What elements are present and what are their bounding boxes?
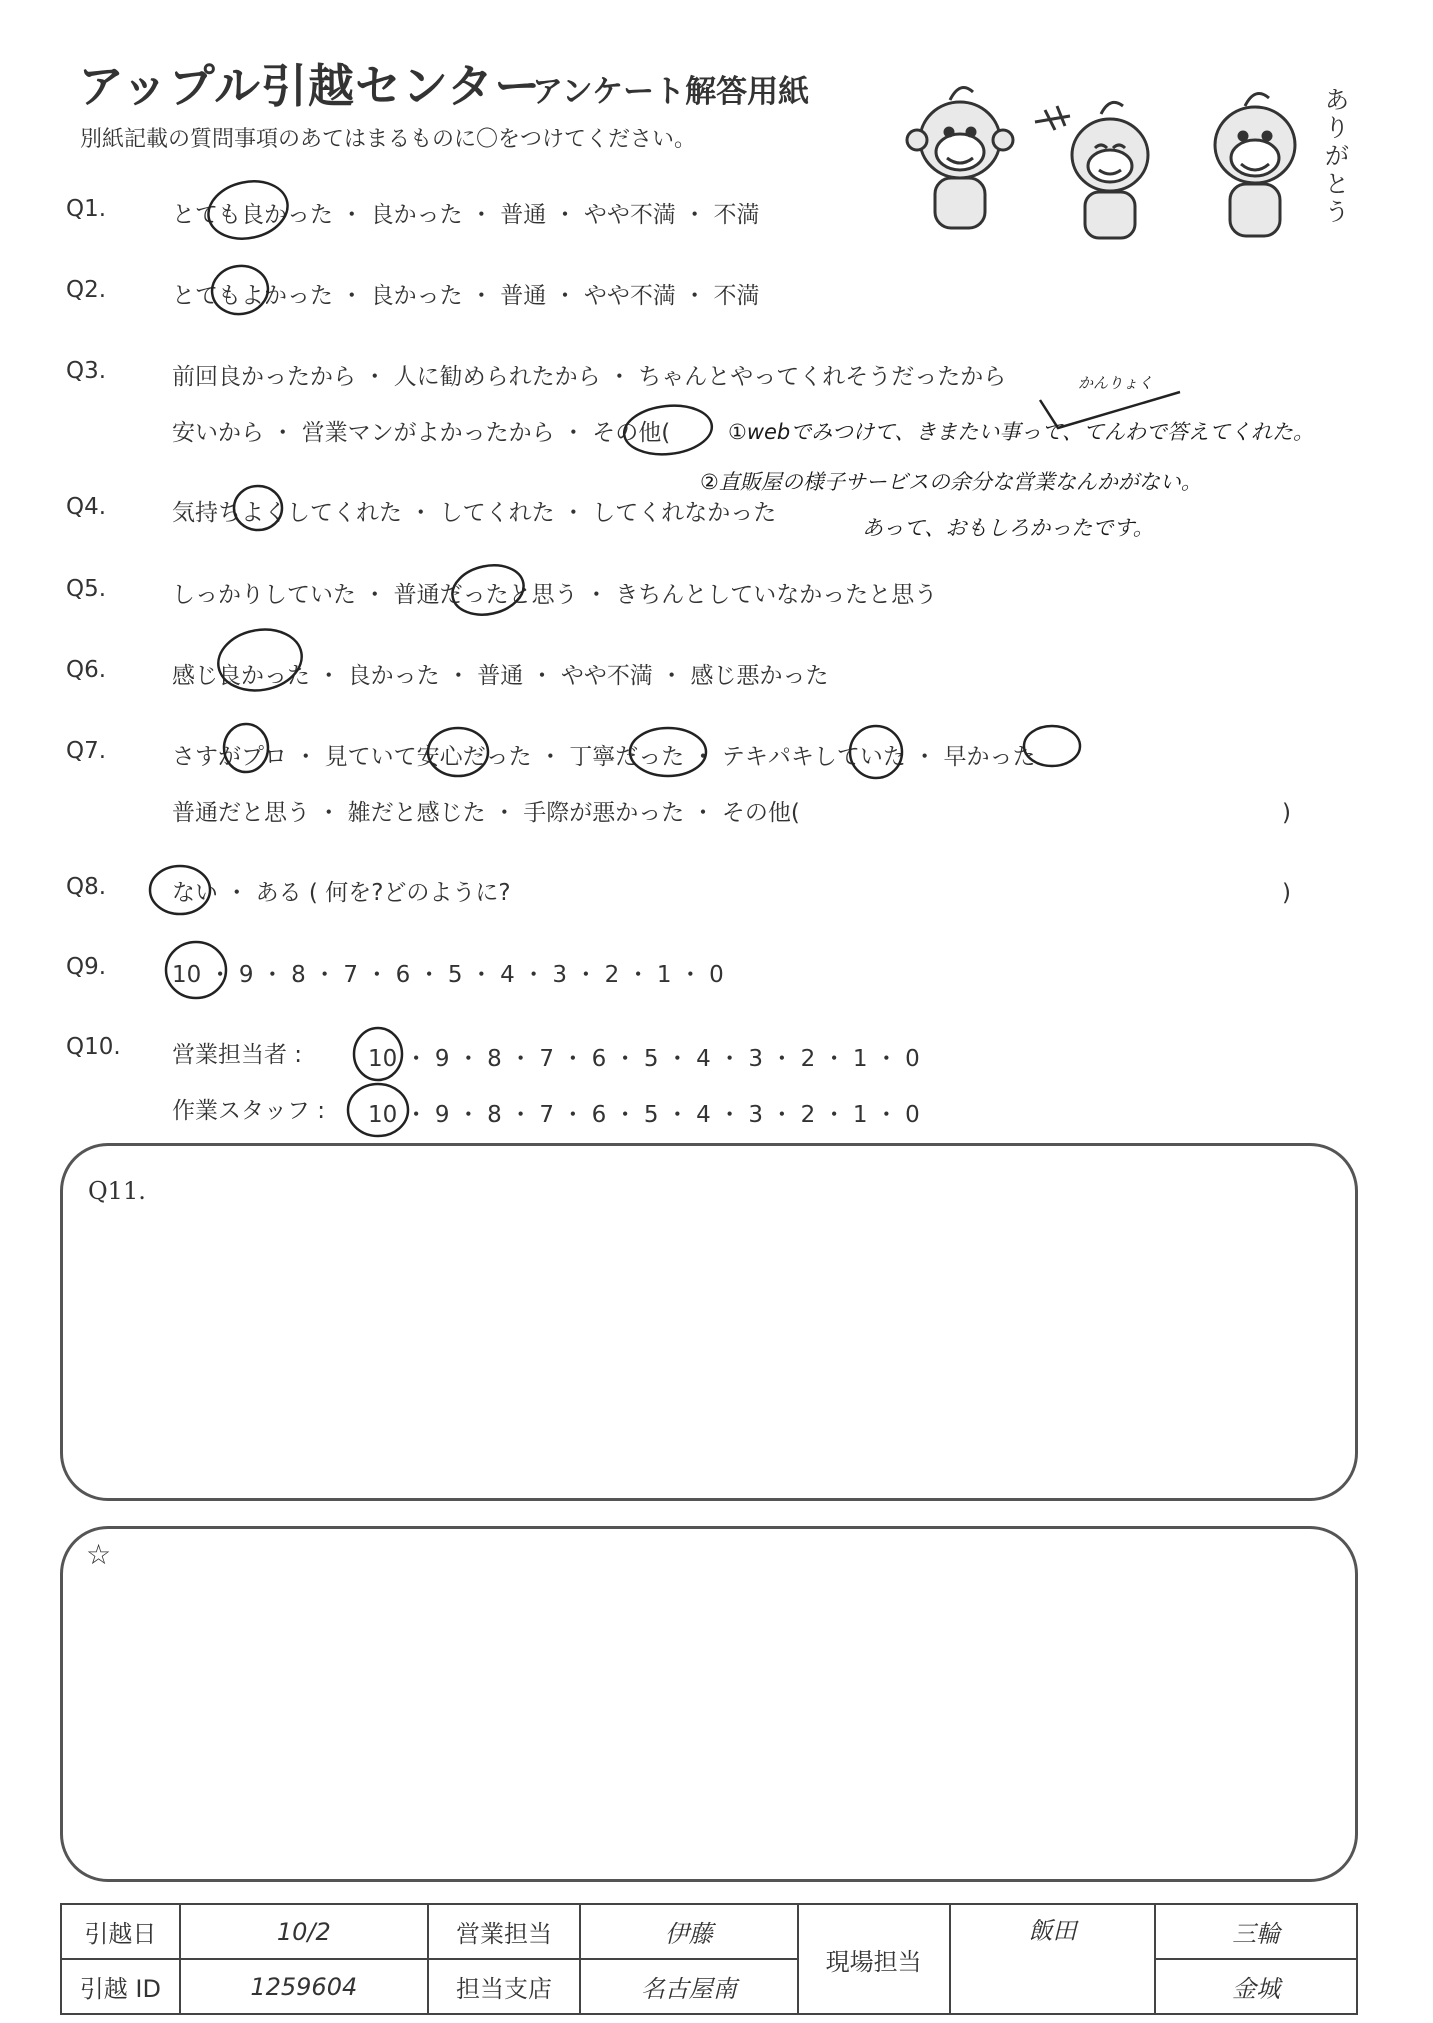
site-rep-value1: 飯田 bbox=[950, 1904, 1156, 2014]
star-box-label: ☆ bbox=[86, 1538, 112, 1571]
q7-circle-mark-4 bbox=[850, 726, 902, 778]
q10-label: Q10. bbox=[66, 1034, 121, 1060]
q10-sales-label: 営業担当者 : bbox=[172, 1042, 303, 1068]
thanks-vertical-text: ありがとう bbox=[1325, 86, 1349, 226]
q4-options: 気持ちよくしてくれた ・ してくれた ・ してくれなかった bbox=[172, 500, 777, 526]
q6-circle-mark bbox=[213, 623, 306, 697]
move-date-value: 10/2 bbox=[180, 1904, 428, 1959]
q3-insert-caret bbox=[1040, 392, 1180, 428]
branch-label: 担当支店 bbox=[428, 1959, 580, 2014]
q10-staff-circle-mark bbox=[348, 1084, 408, 1136]
q10-staff-label: 作業スタッフ : bbox=[172, 1098, 326, 1124]
q7-options-line1: さすがプロ ・ 見ていて安心だった ・ 丁寧だった ・ テキパキしていた ・ 早かった bbox=[172, 744, 1036, 770]
q7-circle-mark-3 bbox=[630, 728, 706, 776]
q2-label: Q2. bbox=[66, 277, 107, 303]
move-id-value: 1259604 bbox=[180, 1959, 428, 2014]
q9-label: Q9. bbox=[66, 954, 107, 980]
sales-rep-value: 伊藤 bbox=[580, 1904, 797, 1959]
q6-label: Q6. bbox=[66, 657, 107, 683]
q11-comment-box bbox=[60, 1143, 1358, 1501]
q10-sales-scale: 10 ・ 9 ・ 8 ・ 7 ・ 6 ・ 5 ・ 4 ・ 3 ・ 2 ・ 1 ・ 0 bbox=[368, 1046, 920, 1072]
q3-options-line2: 安いから ・ 営業マンがよかったから ・ その他( bbox=[172, 420, 671, 446]
brand-title: アップル引越センター bbox=[78, 59, 542, 113]
q10-sales-circle-mark bbox=[354, 1028, 402, 1080]
star-comment-box bbox=[60, 1526, 1358, 1882]
instruction-text: 別紙記載の質問事項のあてはまるものに〇をつけてください。 bbox=[80, 127, 697, 152]
q9-scale: 10 ・ 9 ・ 8 ・ 7 ・ 6 ・ 5 ・ 4 ・ 3 ・ 2 ・ 1 ・ 0 bbox=[172, 962, 724, 988]
q4-circle-mark bbox=[234, 486, 282, 530]
q8-label: Q8. bbox=[66, 874, 107, 900]
q3-handwritten-line1: ①webでみつけて、きまたい事って、てんわで答えてくれた。 bbox=[728, 420, 1314, 444]
q5-options: しっかりしていた ・ 普通だったと思う ・ きちんとしていなかったと思う bbox=[172, 582, 938, 608]
q7-circle-mark-1 bbox=[224, 724, 268, 772]
q8-circle-mark bbox=[150, 866, 210, 914]
q3-handwritten-line3: あって、おもしろかったです。 bbox=[862, 516, 1154, 540]
q5-circle-mark bbox=[448, 559, 528, 621]
q3-options-line1: 前回良かったから ・ 人に勧められたから ・ ちゃんとやってくれそうだったから bbox=[172, 364, 1007, 390]
q7-label: Q7. bbox=[66, 738, 107, 764]
q3-handwritten-line2: ②直販屋の様子サービスの余分な営業なんかがない。 bbox=[700, 470, 1202, 494]
q1-circle-mark bbox=[203, 174, 293, 245]
q1-label: Q1. bbox=[66, 196, 107, 222]
q4-label: Q4. bbox=[66, 494, 107, 520]
q2-circle-mark bbox=[209, 262, 271, 317]
move-date-label: 引越日 bbox=[61, 1904, 180, 1959]
q8-close-paren: ) bbox=[1282, 880, 1291, 906]
site-rep-value2: 三輪 bbox=[1155, 1904, 1357, 1959]
q1-options: とても良かった ・ 良かった ・ 普通 ・ やや不満 ・ 不満 bbox=[172, 202, 760, 228]
q8-options: ない ・ ある ( 何を?どのように? bbox=[172, 880, 511, 906]
q2-options: とてもよかった ・ 良かった ・ 普通 ・ やや不満 ・ 不満 bbox=[172, 283, 760, 309]
sales-rep-label: 営業担当 bbox=[428, 1904, 580, 1959]
q11-box-label: Q11. bbox=[88, 1177, 146, 1205]
branch-value: 名古屋南 bbox=[580, 1959, 797, 2014]
q10-staff-scale: 10 ・ 9 ・ 8 ・ 7 ・ 6 ・ 5 ・ 4 ・ 3 ・ 2 ・ 1 ・ 0 bbox=[368, 1102, 920, 1128]
q9-circle-mark bbox=[166, 942, 226, 998]
q7-circle-mark-5 bbox=[1024, 726, 1080, 766]
q7-close-paren: ) bbox=[1282, 800, 1291, 826]
q3-handwritten-insert: かんりょく bbox=[1078, 374, 1154, 392]
q5-label: Q5. bbox=[66, 576, 107, 602]
q7-circle-mark-2 bbox=[428, 728, 488, 776]
site-rep-label: 現場担当 bbox=[798, 1904, 950, 2014]
form-subtitle: アンケート解答用紙 bbox=[532, 74, 810, 110]
footer-info-table bbox=[60, 1903, 1358, 2015]
q3-circle-mark bbox=[622, 402, 715, 459]
site-rep-value3: 金城 bbox=[1155, 1959, 1357, 2014]
move-id-label: 引越 ID bbox=[61, 1959, 180, 2014]
q7-options-line2: 普通だと思う ・ 雑だと感じた ・ 手際が悪かった ・ その他( bbox=[172, 800, 800, 826]
q6-options: 感じ良かった ・ 良かった ・ 普通 ・ やや不満 ・ 感じ悪かった bbox=[172, 663, 829, 689]
q3-label: Q3. bbox=[66, 358, 107, 384]
